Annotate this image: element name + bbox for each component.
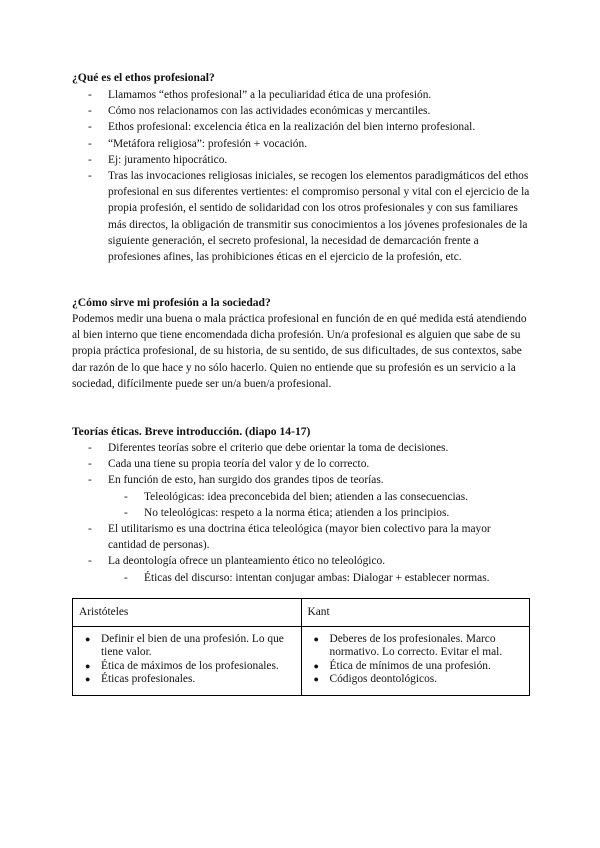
ethos-list xyxy=(72,87,532,265)
bullet-item: ● Éticas profesionales. xyxy=(79,673,295,686)
table-cell-aristoteles xyxy=(73,627,302,696)
table-header-kant: Kant xyxy=(301,599,530,627)
sub-list-item: - Teleológicas: idea preconcebida del bien; atienden a las consecuencias. xyxy=(108,489,532,505)
sub-list-item: - No teleológicas: respeto a la norma ética; atienden a los principios. xyxy=(108,505,532,521)
list-item: - Llamamos “ethos profesional” a la peculiaridad ética de una profesión. xyxy=(72,87,532,103)
table-cell-kant xyxy=(301,627,530,696)
comparison-table xyxy=(72,598,530,696)
table-header-row xyxy=(73,599,530,627)
list-item: - Cada una tiene su propia teoría del valor y de lo correcto. xyxy=(72,456,532,472)
society-paragraph: Podemos medir una buena o mala práctica profesional en función de en qué medida está atendiendo al bien interno que tiene encomendada dicha profesión. Un/a profesional es alguien que sabe de su propia práctica profesional, de su historia, de su sentido, de sus dificultades, de sus contextos, sabe dar razón de lo que hace y no sólo hacerlo. Quien no entiende que su profesión es un servicio a la sociedad, difícilmente puede ser un/a buen/a profesional. xyxy=(72,313,527,390)
table-header-aristoteles: Aristóteles xyxy=(73,599,302,627)
list-item xyxy=(72,553,532,585)
bullet-item: ● Códigos deontológicos. xyxy=(308,673,524,686)
list-item: - Ethos profesional: excelencia ética en la realización del bien interno profesional. xyxy=(72,119,532,135)
list-item: - Tras las invocaciones religiosas iniciales, se recogen los elementos paradigmáticos del ethos profesional en sus diferentes vertientes: el compromiso personal y vital con el ejercicio de la propia profesión, el sentido de solidaridad con los otros profesionales y con sus familiares más directos, la obligación de transmitir sus conocimientos a los jóvenes profesionales de la siguiente generación, el secreto profesional, la necesidad de demarcación frente a profesiones afines, las prohibiciones éticas en el ejercicio de la profesión, etc. xyxy=(72,168,532,265)
list-item xyxy=(72,472,532,521)
bullet-item: ● Deberes de los profesionales. Marco normativo. Lo correcto. Evitar el mal. xyxy=(308,633,524,660)
sub-list-item: - Éticas del discurso: intentan conjugar ambas: Dialogar + establecer normas. xyxy=(108,570,532,586)
sub-list xyxy=(108,570,532,586)
list-item-text: La deontología ofrece un planteamiento ético no teleológico. xyxy=(108,555,386,568)
list-item: - Ej: juramento hipocrático. xyxy=(72,152,532,168)
section-heading-ethos: ¿Qué es el ethos profesional? xyxy=(72,71,215,84)
aristoteles-list xyxy=(79,633,295,687)
list-item: - Cómo nos relacionamos con las actividades económicas y mercantiles. xyxy=(72,103,532,119)
bullet-item: ● Ética de máximos de los profesionales. xyxy=(79,660,295,673)
kant-list xyxy=(308,633,524,687)
list-item: - “Metáfora religiosa”: profesión + vocación. xyxy=(72,136,532,152)
bullet-item: ● Ética de mínimos de una profesión. xyxy=(308,660,524,673)
section-heading-society: ¿Cómo sirve mi profesión a la sociedad? xyxy=(72,296,271,309)
list-item: - Diferentes teorías sobre el criterio que debe orientar la toma de decisiones. xyxy=(72,440,532,456)
list-item-text: En función de esto, han surgido dos grandes tipos de teorías. xyxy=(108,474,384,487)
table-row xyxy=(73,627,530,696)
list-item: - El utilitarismo es una doctrina ética teleológica (mayor bien colectivo para la mayor cantidad de personas). xyxy=(72,521,532,553)
bullet-item: ● Definir el bien de una profesión. Lo que tiene valor. xyxy=(79,633,295,660)
sub-list xyxy=(108,489,532,521)
theories-list xyxy=(72,440,532,586)
section-heading-theories: Teorías éticas. Breve introducción. (diapo 14-17) xyxy=(72,425,311,438)
